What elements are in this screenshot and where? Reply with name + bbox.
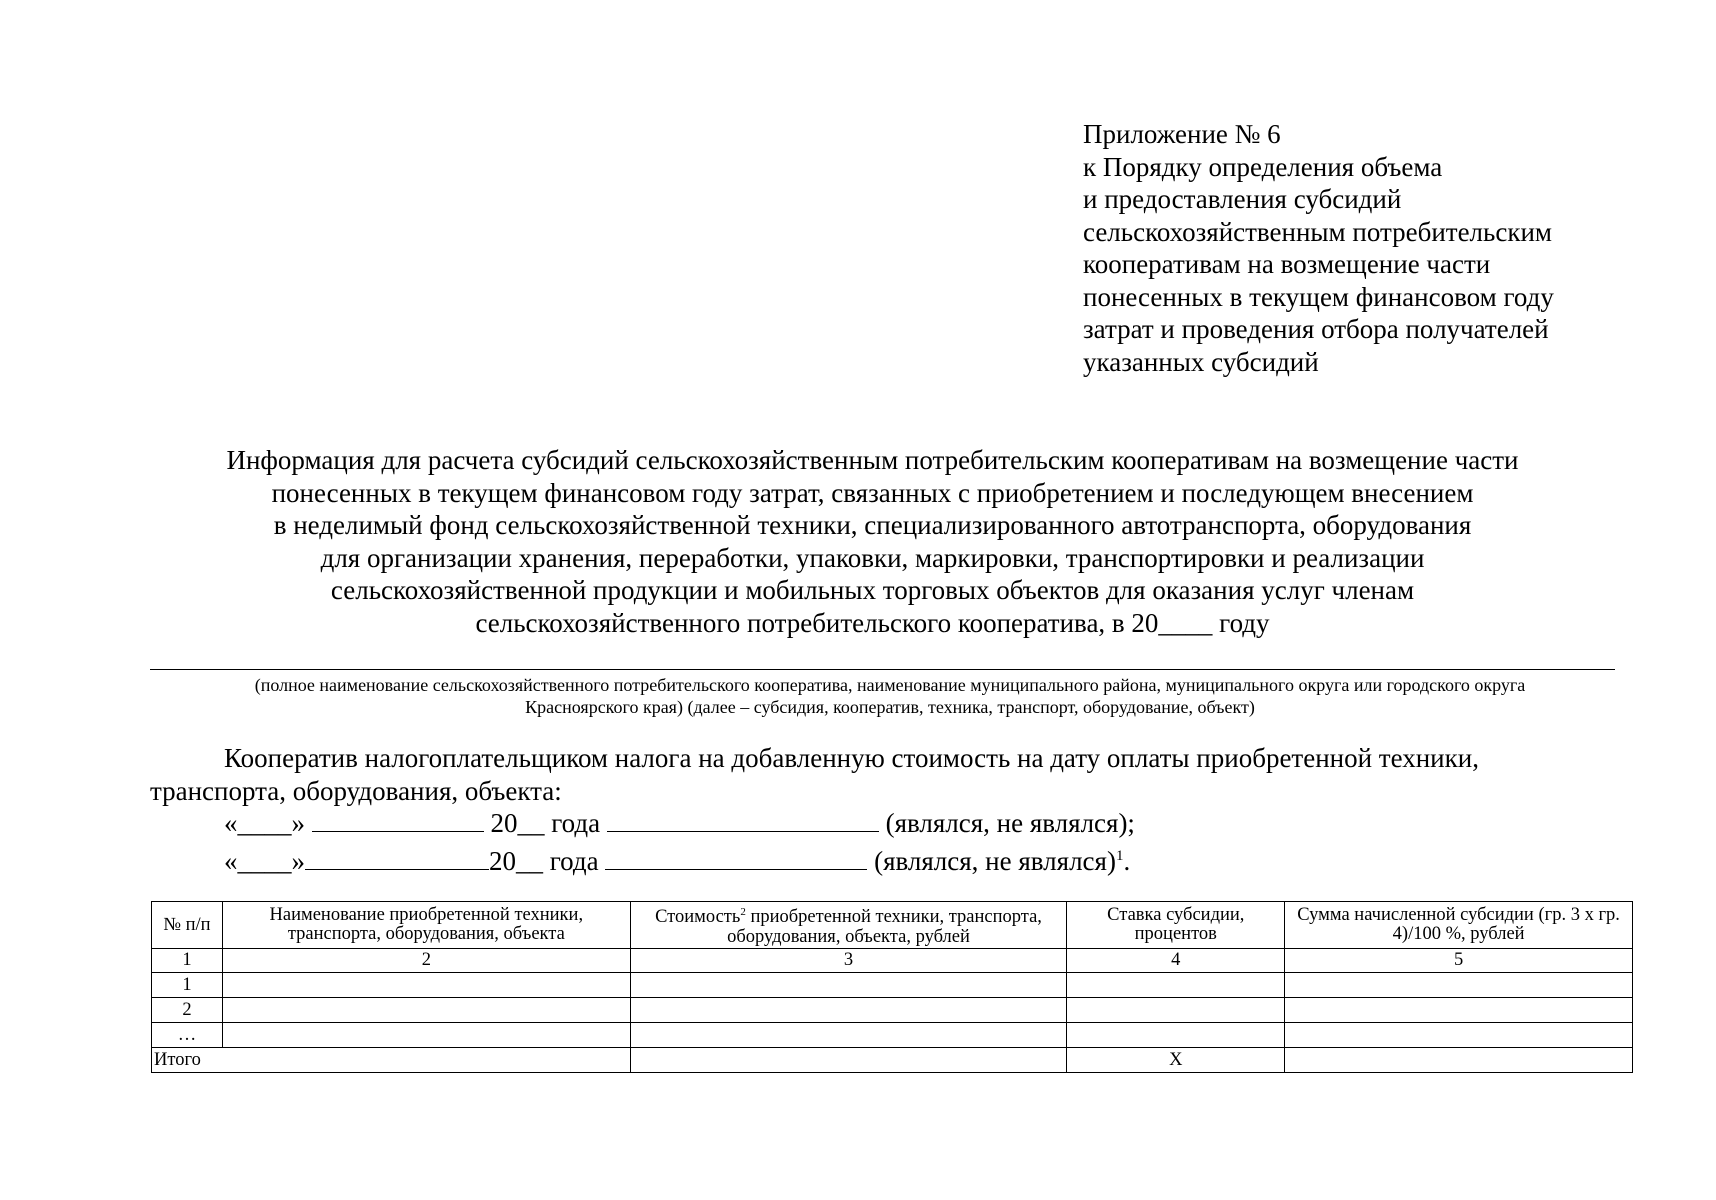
row-cell [1067, 973, 1285, 998]
column-number: 5 [1285, 949, 1633, 973]
vat-status-section [150, 742, 1630, 877]
status-options: (являлся, не являлся) [874, 845, 1116, 876]
month-blank [305, 847, 489, 870]
row-cell [1067, 998, 1285, 1023]
row-cell [222, 1023, 630, 1048]
column-number: 1 [152, 949, 223, 973]
title-line: Информация для расчета субсидий сельскохозяйственным потребительским кооперативам на возмещение части [226, 445, 1519, 475]
total-amount [1285, 1048, 1633, 1073]
caption-line-2: Красноярского края) (далее – субсидия, кооператив, техника, транспорт, оборудование, объект) [525, 697, 1255, 717]
cooperative-name-caption [150, 674, 1630, 718]
total-cost [630, 1048, 1067, 1073]
column-number-row [152, 949, 1633, 973]
table-header-row [152, 902, 1633, 949]
title-line: для организации хранения, переработки, упаковки, маркировки, транспортировки и реализации [320, 542, 1425, 573]
appendix-line: кооперативам на возмещение части [1083, 249, 1491, 279]
row-cell [630, 1023, 1067, 1048]
row-cell [1285, 998, 1633, 1023]
row-number: 1 [152, 973, 223, 998]
cooperative-name-line [150, 669, 1615, 670]
vat-intro: Кооператив налогоплательщиком налога на добавленную стоимость на дату оплаты приобретенной техники, [224, 743, 1479, 773]
vat-date-line-2 [150, 840, 1630, 878]
title-line: понесенных в текущем финансовом году затрат, связанных с приобретением и последующем внесением [271, 477, 1474, 508]
appendix-line: сельскохозяйственным потребительским [1083, 216, 1552, 247]
header-amount: Сумма начисленной субсидии (гр. 3 х гр. 4)/100 %, рублей [1285, 902, 1633, 949]
day-blank: «____» [224, 845, 305, 876]
title-line: сельскохозяйственного потребительского кооператива, в 20____ году [475, 607, 1270, 638]
total-row [152, 1048, 1633, 1073]
appendix-line: понесенных в текущем финансовом году [1083, 281, 1554, 312]
document-title [150, 444, 1595, 640]
row-cell [1285, 973, 1633, 998]
caption-line-1: (полное наименование сельскохозяйственного потребительского кооператива, наименование муниципального района, муниципального округа или городского округа [254, 675, 1526, 695]
total-rate: Х [1067, 1048, 1285, 1073]
appendix-block [1083, 118, 1554, 378]
header-cost-label: Стоимость [655, 907, 741, 928]
total-label: Итого [152, 1048, 631, 1073]
row-number: 2 [152, 998, 223, 1023]
header-cost [630, 902, 1067, 949]
appendix-line: к Порядку определения объема [1083, 151, 1443, 182]
row-cell [1285, 1023, 1633, 1048]
appendix-line: Приложение № 6 [1083, 119, 1281, 149]
table-row [152, 1023, 1633, 1048]
year-label: 20__ года [490, 808, 601, 838]
year-label: 20__ года [489, 845, 599, 876]
status-blank [605, 847, 867, 870]
vat-date-line-1 [150, 807, 1630, 840]
row-cell [630, 973, 1067, 998]
title-line: сельскохозяйственной продукции и мобильных торговых объектов для оказания услуг членам [330, 575, 1415, 606]
row-cell [1067, 1023, 1285, 1048]
status-options: (являлся, не являлся); [885, 808, 1135, 838]
day-blank: «____» [224, 808, 305, 838]
title-line: в неделимый фонд сельскохозяйственной техники, специализированного автотранспорта, оборудования [273, 510, 1472, 541]
column-number: 4 [1067, 949, 1285, 973]
header-name: Наименование приобретенной техники, транспорта, оборудования, объекта [222, 902, 630, 949]
table-row [152, 998, 1633, 1023]
vat-intro-cont: транспорта, оборудования, объекта: [150, 775, 562, 806]
row-cell [222, 998, 630, 1023]
header-cost-rest: приобретенной техники, транспорта, оборудования, объекта, рублей [727, 907, 1042, 947]
row-number: … [152, 1023, 223, 1048]
table-row [152, 973, 1633, 998]
footnote-1: 1 [1115, 847, 1124, 864]
end-mark: . [1123, 845, 1131, 876]
appendix-line: затрат и проведения отбора получателей [1083, 314, 1549, 344]
row-cell [222, 973, 630, 998]
column-number: 2 [222, 949, 630, 973]
header-number: № п/п [152, 902, 223, 949]
footnote-2: 2 [740, 906, 746, 919]
month-blank [312, 809, 484, 832]
row-cell [630, 998, 1067, 1023]
appendix-line: и предоставления субсидий [1083, 184, 1402, 214]
appendix-line: указанных субсидий [1083, 346, 1319, 377]
header-rate: Ставка субсидии, процентов [1067, 902, 1285, 949]
status-blank [607, 809, 879, 832]
column-number: 3 [630, 949, 1067, 973]
subsidy-table [151, 901, 1633, 1073]
